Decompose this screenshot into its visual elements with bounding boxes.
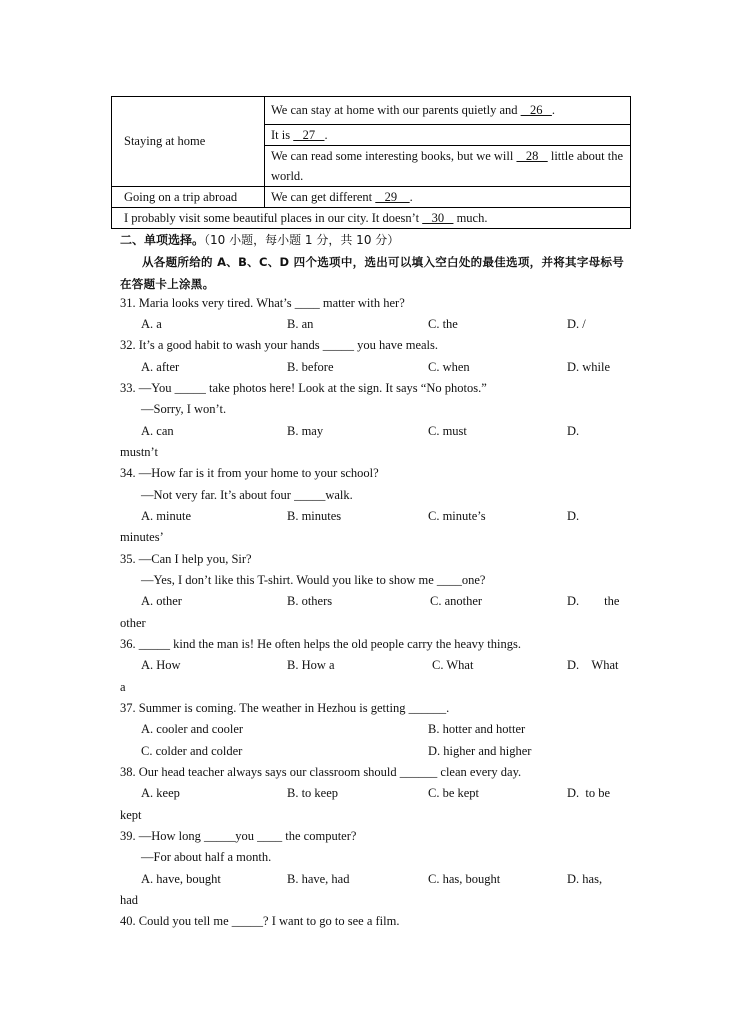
- question-39: 39. —How long _____you ____ the computer?: [120, 829, 357, 843]
- option-39-b: B. have, had: [287, 872, 350, 886]
- question-31: 31. Maria looks very tired. What’s ____ matter with her?: [120, 296, 405, 310]
- option-34-c: C. minute’s: [428, 509, 486, 523]
- question-39-reply: —For about half a month.: [141, 850, 272, 864]
- option-33-d-wrap: mustn’t: [120, 445, 158, 459]
- table-cell-29: We can get different 29 .: [265, 187, 631, 208]
- section-instruction: 从各题所给的 A、B、C、D 四个选项中，选出可以填入空白处的最佳选项，并将其字母标号在答题卡上涂黑。: [120, 255, 625, 291]
- option-37-b: B. hotter and hotter: [428, 722, 526, 736]
- option-38-d-wrap: kept: [120, 808, 142, 822]
- question-35-reply: —Yes, I don’t like this T-shirt. Would you like to show me ____one?: [141, 573, 486, 587]
- blank-27: 27: [293, 127, 325, 142]
- option-31-c: C. the: [428, 317, 458, 331]
- question-33: 33. —You _____ take photos here! Look at the sign. It says “No photos.”: [120, 381, 487, 395]
- option-32-a: A. after: [141, 360, 180, 374]
- option-33-d: D.: [567, 424, 580, 438]
- option-33-a: A. can: [141, 424, 174, 438]
- option-31-b: B. an: [287, 317, 314, 331]
- option-36-b: B. How a: [287, 658, 335, 672]
- question-36: 36. _____ kind the man is! He often helps the old people carry the heavy things.: [120, 637, 521, 651]
- option-34-d: D.: [567, 509, 580, 523]
- option-35-d: D. the: [567, 594, 620, 608]
- option-37-d: D. higher and higher: [428, 744, 532, 758]
- option-32-c: C. when: [428, 360, 470, 374]
- option-37-c: C. colder and colder: [141, 744, 243, 758]
- option-39-d-wrap: had: [120, 893, 139, 907]
- option-39-c: C. has, bought: [428, 872, 501, 886]
- option-31-a: A. a: [141, 317, 162, 331]
- option-37-a: A. cooler and cooler: [141, 722, 244, 736]
- option-34-d-wrap: minutes’: [120, 530, 164, 544]
- blank-30: 30: [422, 210, 454, 225]
- option-35-a: A. other: [141, 594, 182, 608]
- option-32-d: D. while: [567, 360, 611, 374]
- row-label-staying-at-home: Staying at home: [112, 97, 265, 187]
- option-34-a: A. minute: [141, 509, 191, 523]
- blank-29: 29: [375, 189, 410, 204]
- question-34: 34. —How far is it from your home to your school?: [120, 466, 379, 480]
- option-38-a: A. keep: [141, 786, 180, 800]
- question-35: 35. —Can I help you, Sir?: [120, 552, 252, 566]
- option-38-c: C. be kept: [428, 786, 480, 800]
- option-38-d: D. to be: [567, 786, 611, 800]
- blank-28: 28: [516, 149, 548, 163]
- option-38-b: B. to keep: [287, 786, 339, 800]
- question-32: 32. It’s a good habit to wash your hands _____ you have meals.: [120, 338, 439, 352]
- table-cell-26: We can stay at home with our parents quietly and 26 .: [265, 97, 631, 125]
- option-39-a: A. have, bought: [141, 872, 221, 886]
- option-36-d: D. What: [567, 658, 619, 672]
- option-33-c: C. must: [428, 424, 467, 438]
- question-34-reply: —Not very far. It’s about four _____walk.: [141, 488, 353, 502]
- question-40: 40. Could you tell me _____? I want to go to see a film.: [120, 914, 400, 928]
- option-31-d: D. /: [567, 317, 586, 331]
- section-subheading: （10 小题，每小题 1 分，共 10 分）: [204, 233, 400, 247]
- table-cell-30: I probably visit some beautiful places in our city. It doesn’t 30 much.: [112, 208, 631, 229]
- table-cell-28: We can read some interesting books, but we will 28 little about the world.: [265, 146, 631, 187]
- blank-26: 26: [520, 103, 552, 117]
- section-heading: 二、单项选择。（10 小题，每小题 1 分，共 10 分）: [120, 233, 400, 247]
- option-36-c: C. What: [432, 658, 474, 672]
- option-35-d-wrap: other: [120, 616, 146, 630]
- question-38: 38. Our head teacher always says our classroom should ______ clean every day.: [120, 765, 522, 779]
- option-36-a: A. How: [141, 658, 181, 672]
- option-35-b: B. others: [287, 594, 333, 608]
- question-33-reply: —Sorry, I won’t.: [141, 402, 227, 416]
- row-label-trip-abroad: Going on a trip abroad: [112, 187, 265, 208]
- question-37: 37. Summer is coming. The weather in Hezhou is getting ______.: [120, 701, 450, 715]
- option-32-b: B. before: [287, 360, 334, 374]
- option-34-b: B. minutes: [287, 509, 342, 523]
- option-36-d-wrap: a: [120, 680, 126, 694]
- option-39-d: D. has,: [567, 872, 603, 886]
- activity-table: [111, 96, 631, 229]
- option-33-b: B. may: [287, 424, 324, 438]
- option-35-c: C. another: [430, 594, 483, 608]
- table-cell-27: It is 27 .: [265, 125, 631, 146]
